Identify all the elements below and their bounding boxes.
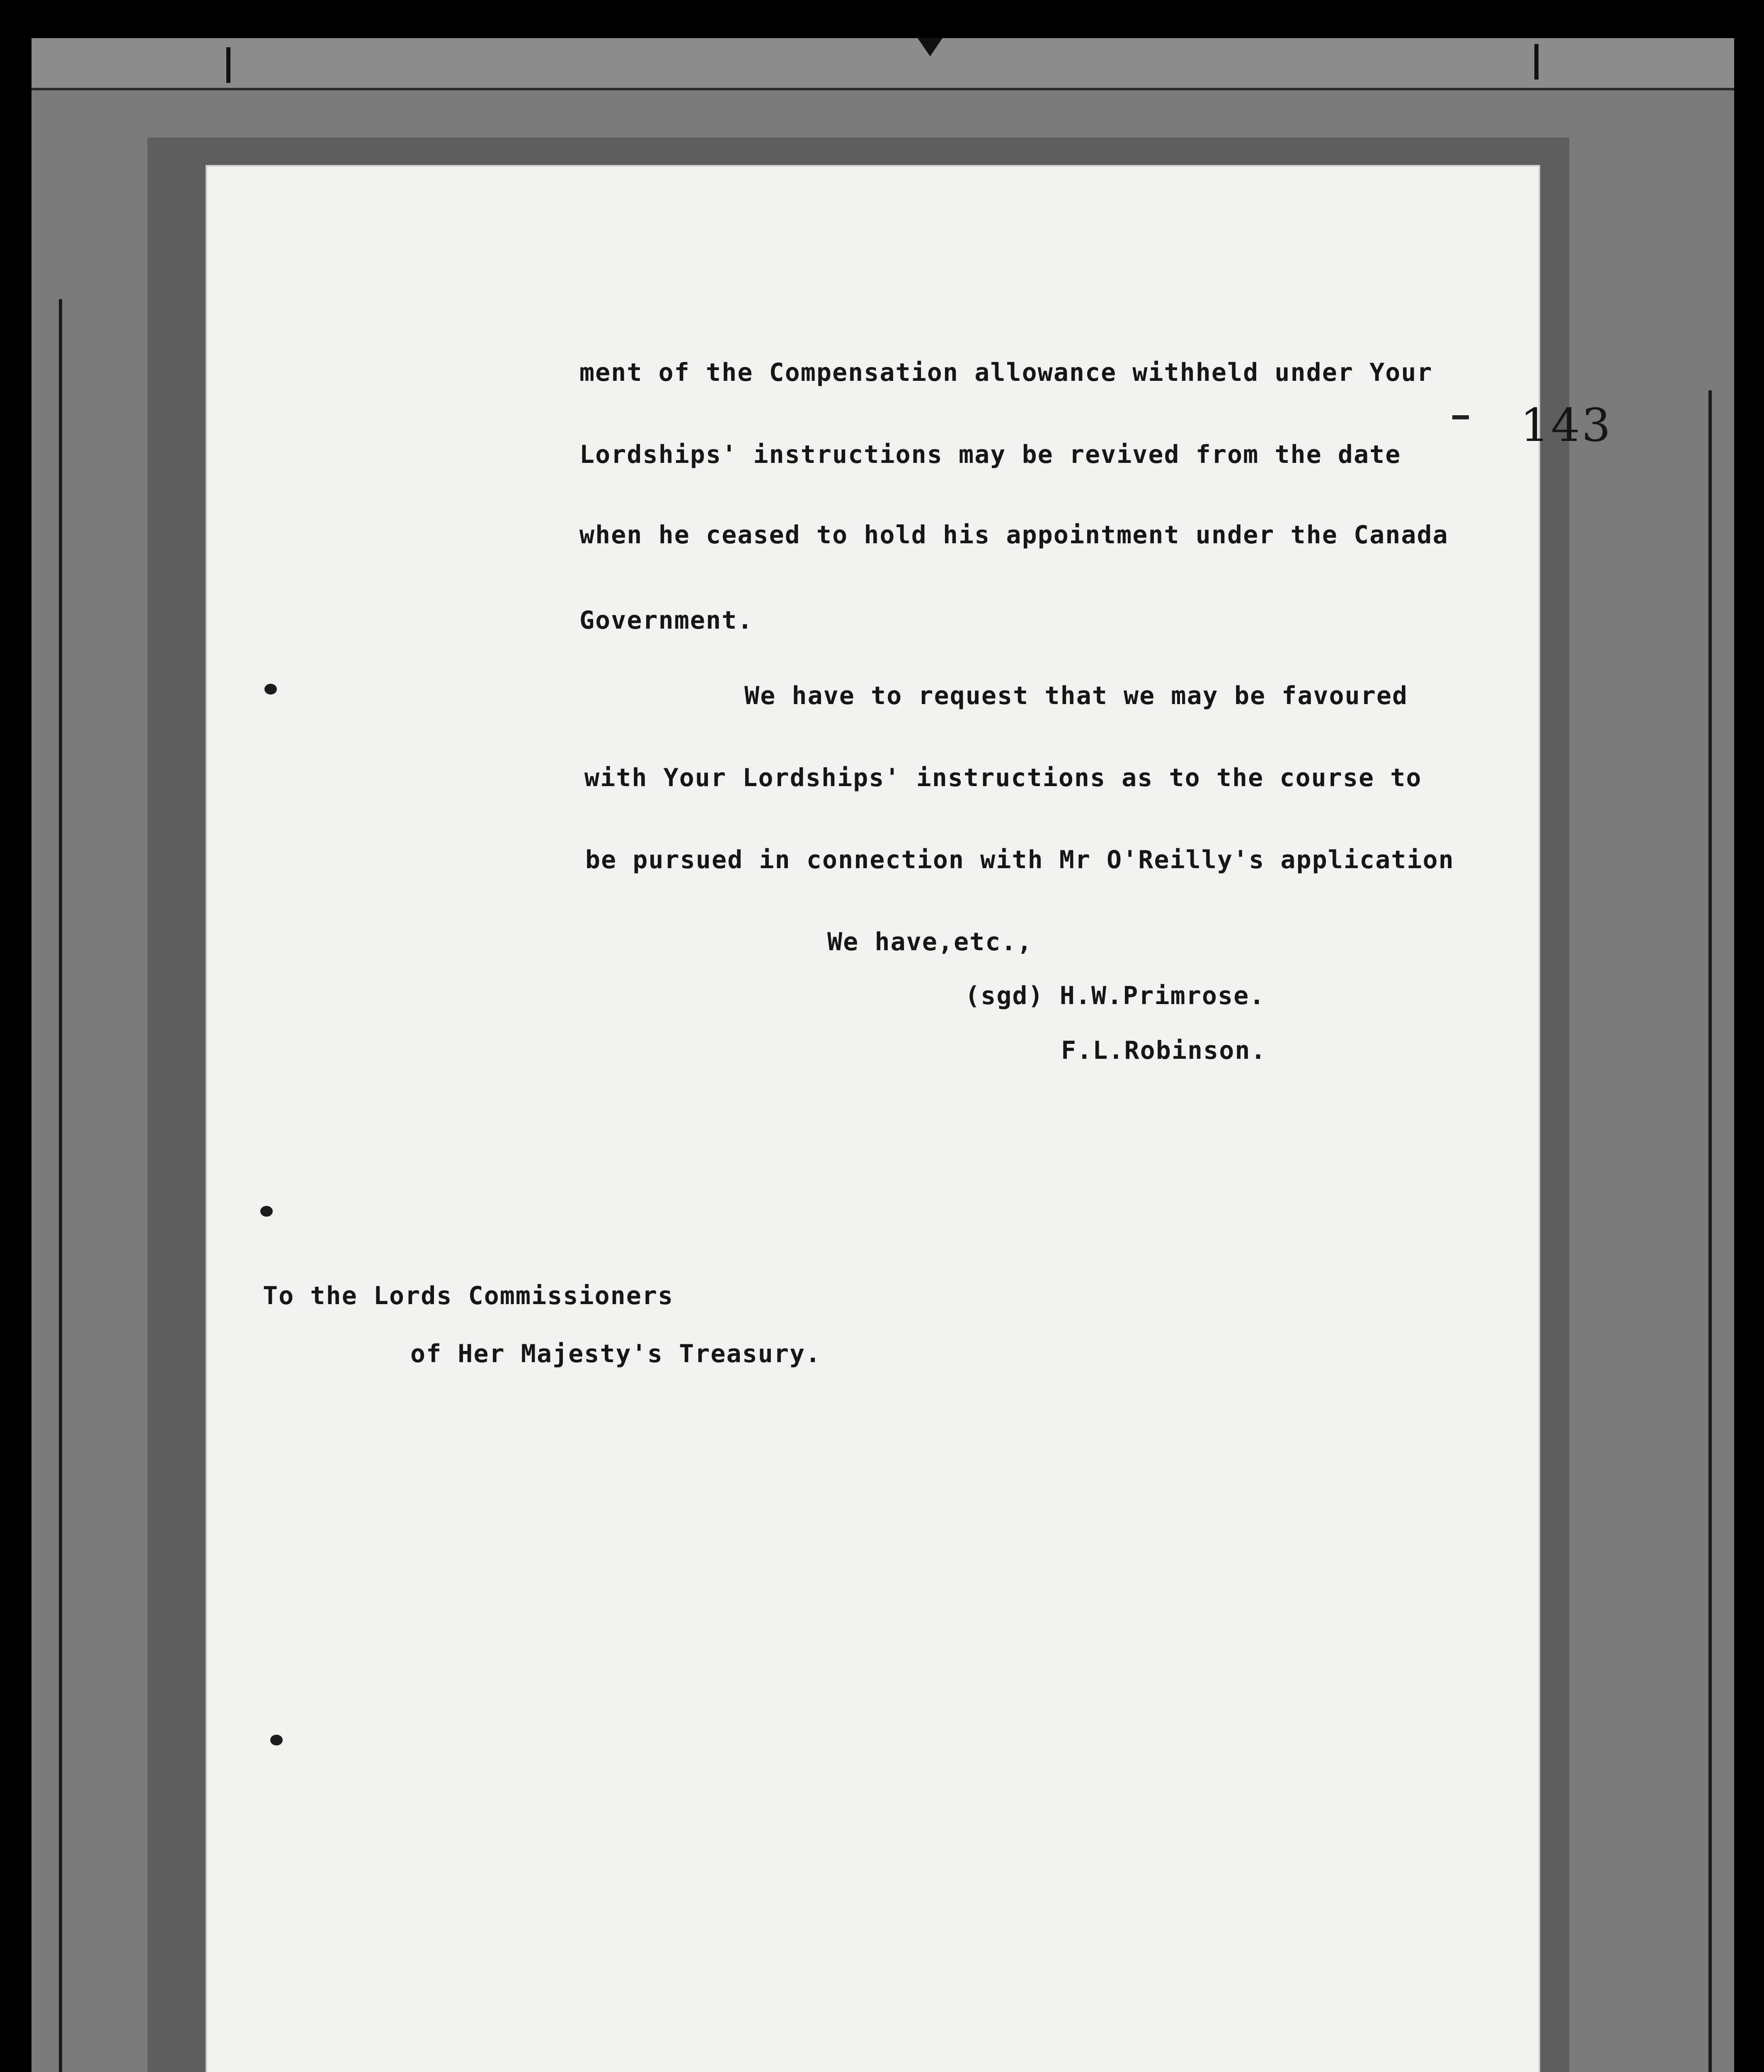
film-notch bbox=[918, 38, 943, 56]
body-line-1: ment of the Compensation allowance withheld under Your bbox=[579, 358, 1433, 387]
left-margin-rule bbox=[59, 299, 62, 2072]
document-page bbox=[207, 167, 1612, 2072]
signatory-robinson: F.L.Robinson. bbox=[1061, 1036, 1267, 1065]
page-number-dash bbox=[1452, 415, 1469, 419]
body-line-2: Lordships' instructions may be revived from the date bbox=[579, 440, 1401, 469]
addressee-line-1: To the Lords Commissioners bbox=[263, 1281, 674, 1310]
body-line-5: We have to request that we may be favoured bbox=[744, 681, 1408, 710]
film-top-band bbox=[32, 38, 1734, 90]
right-margin-rule bbox=[1708, 390, 1712, 2072]
page-number: 143 bbox=[1520, 399, 1612, 452]
body-line-4: Government. bbox=[579, 606, 754, 635]
addressee-line-2: of Her Majesty's Treasury. bbox=[410, 1339, 821, 1368]
film-tick-right bbox=[1534, 44, 1539, 80]
body-line-7: be pursued in connection with Mr O'Reilly's application bbox=[585, 845, 1454, 874]
signatory-primrose: (sgd) H.W.Primrose. bbox=[965, 981, 1265, 1010]
punch-hole-bottom bbox=[270, 1735, 283, 1745]
body-line-6: with Your Lordships' instructions as to the course to bbox=[584, 763, 1422, 792]
punch-hole-top bbox=[264, 684, 277, 695]
body-line-3: when he ceased to hold his appointment under the Canada bbox=[579, 520, 1449, 549]
closing-line: We have,etc., bbox=[827, 927, 1033, 956]
film-tick-left bbox=[226, 47, 230, 83]
punch-hole-middle bbox=[260, 1206, 273, 1217]
